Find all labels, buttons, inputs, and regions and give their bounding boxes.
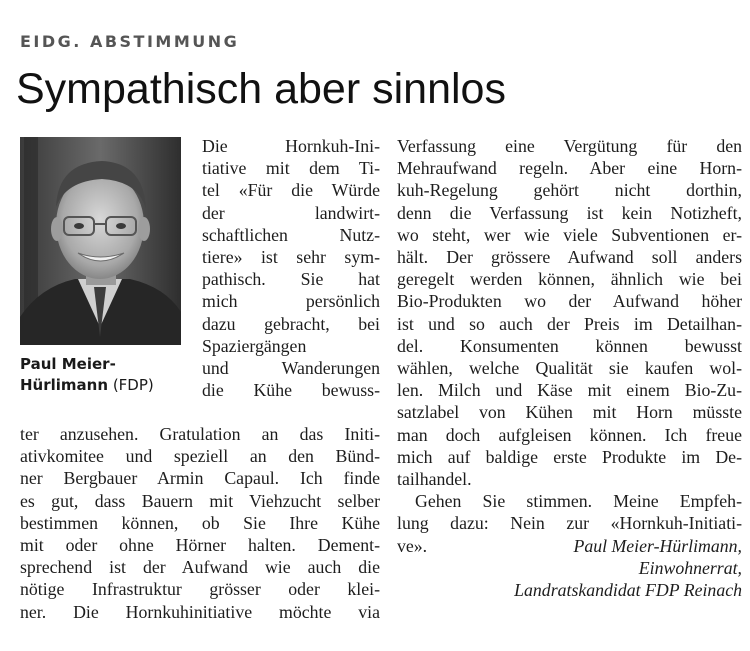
text-line: ter anzusehen. Gratulation an das Initi- — [20, 424, 380, 444]
text-line: der landwirt- — [202, 202, 380, 223]
text-line: Spaziergängen — [202, 335, 307, 356]
text-line: tiere» ist sehr sym- — [202, 247, 380, 268]
text-line: tiative mit dem Ti- — [202, 158, 380, 179]
closing-word: ve». — [397, 535, 428, 556]
text-line: Bio-Produkten wo der Aufwand höher — [397, 291, 742, 312]
signature-name: Paul Meier-Hürlimann, — [573, 535, 742, 556]
body-text-column2 — [397, 135, 742, 601]
text-line: ner Bergbauer Armin Capaul. Ich finde — [20, 468, 380, 489]
text-line: ist und so auch der Preis im Detailhan- — [397, 313, 742, 334]
text-line: ner. Die Hornkuhinitiative möchte via — [20, 601, 380, 622]
text-line: es gut, dass Bauern mit Viehzucht selber — [20, 490, 380, 511]
text-line: man doch aufgleisen können. Ich freue — [397, 424, 742, 445]
text-line: mich persönlich — [202, 291, 380, 312]
body-text-column1-top — [202, 135, 380, 401]
text-line: del. Konsumenten können bewusst — [397, 335, 742, 356]
text-line: bestimmen können, ob Sie Ihre Kühe — [20, 512, 380, 533]
text-line: denn die Verfassung ist kein Notizheft, — [397, 202, 742, 223]
portrait-caption — [20, 354, 200, 396]
body-text-column1-bottom — [20, 423, 380, 623]
text-line: len. Milch und Käse mit einem Bio-Zu- — [397, 380, 742, 401]
text-line: pathisch. Sie hat — [202, 269, 380, 290]
author-party: (FDP) — [112, 376, 154, 394]
text-line: schaftlichen Nutz- — [202, 224, 380, 245]
text-line: und Wanderungen — [202, 358, 380, 379]
text-line: Die Hornkuh-Ini- — [202, 136, 380, 156]
text-line: Verfassung eine Vergütung für den — [397, 136, 742, 156]
text-line: satzlabel von Kühen mit Horn müsste — [397, 402, 742, 423]
text-line: tailhandel. — [397, 469, 472, 490]
author-portrait — [20, 137, 181, 345]
text-line: nötige Infrastruktur grösser oder klei- — [20, 579, 380, 600]
text-line: wo steht, wer wie viele Subventionen er- — [397, 224, 742, 245]
article-kicker: EIDG. ABSTIMMUNG — [20, 32, 240, 51]
text-line: wählen, welche Qualität sie kaufen wol- — [397, 358, 742, 379]
text-line: geregelt werden können, ähnlich wie bei — [397, 269, 742, 290]
text-line: lung dazu: Nein zur «Hornkuh-Initiati- — [397, 513, 742, 534]
text-line: sprechend ist der Aufwand wie auch die — [20, 557, 380, 578]
signature-role: Einwohnerrat, — [638, 557, 742, 578]
text-line: kuh-Regelung gehört nicht dorthin, — [397, 180, 742, 201]
closing-line — [397, 535, 742, 557]
text-line: hält. Der grössere Aufwand soll anders — [397, 247, 742, 268]
text-line: mich auf baldige erste Produkte im De- — [397, 446, 742, 467]
text-line: Mehraufwand regeln. Aber eine Horn- — [397, 158, 742, 179]
signature-title: Landratskandidat FDP Reinach — [514, 580, 742, 601]
text-line: dazu gebracht, bei — [202, 313, 380, 334]
author-name-line1: Paul Meier- — [20, 355, 116, 373]
text-line: Gehen Sie stimmen. Meine Empfeh- — [415, 491, 742, 512]
text-line: mit oder ohne Hörner halten. Dement- — [20, 535, 380, 556]
text-line: ativkomitee und speziell an den Bünd- — [20, 446, 380, 467]
text-line: tel «Für die Würde — [202, 180, 380, 201]
article-headline: Sympathisch aber sinnlos — [16, 65, 506, 113]
text-line: die Kühe bewuss- — [202, 380, 380, 401]
author-name-line2: Hürlimann — [20, 376, 109, 394]
